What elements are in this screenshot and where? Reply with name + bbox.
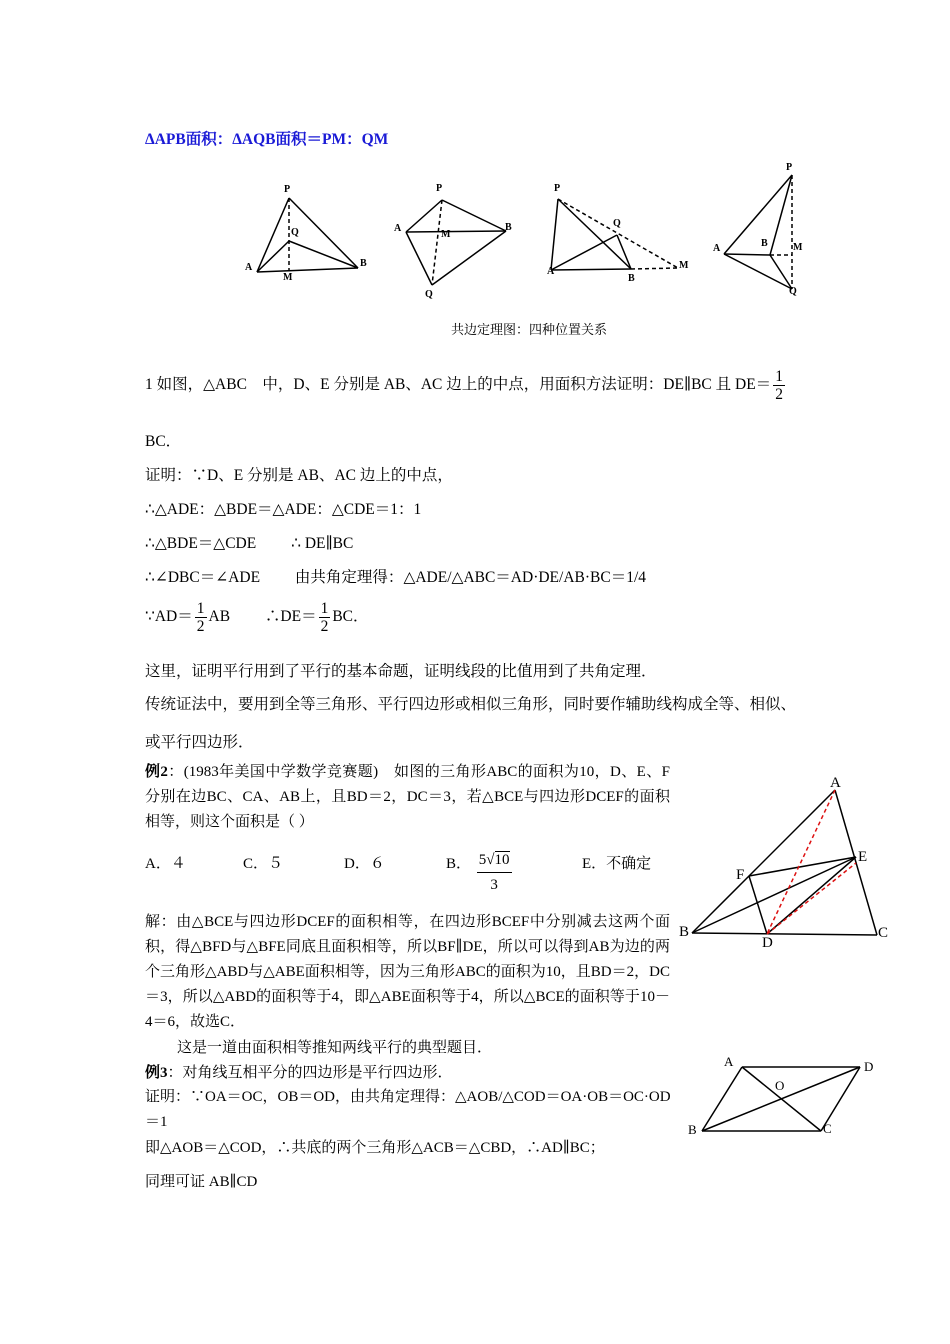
label-q: Q: [425, 289, 433, 300]
option-b-denominator: 3: [490, 877, 498, 893]
option-b-radicand: 10: [494, 852, 510, 868]
label-b: B: [360, 258, 367, 269]
example2-label: 例2: [145, 764, 168, 780]
proof-line-3: ∴△BDE＝△CDE ∴ DE∥BC: [145, 535, 354, 552]
problem1-statement: [145, 368, 787, 403]
example3-text: ：对角线互相平分的四边形是平行四边形．: [167, 1065, 453, 1081]
label-d: D: [864, 1059, 874, 1074]
figure-1a: [257, 198, 358, 272]
example3-statement: [145, 1061, 453, 1082]
option-b-fraction: [477, 848, 512, 897]
label-b: B: [505, 222, 512, 233]
label-b: B: [628, 273, 635, 284]
label-f: F: [736, 867, 745, 883]
label-p: P: [554, 183, 561, 194]
label-q: Q: [613, 218, 621, 229]
fraction-half: [195, 600, 207, 635]
fraction-half: [319, 600, 331, 635]
problem1-statement-end: BC．: [145, 433, 182, 450]
label-q: Q: [789, 286, 797, 297]
label-a: A: [713, 243, 721, 254]
parallelogram-figure: [680, 1050, 880, 1145]
option-b-coef: 5: [478, 852, 487, 868]
label-p: P: [786, 162, 793, 173]
problem1-statement-text: 1 如图，△ABC 中，D、E 分别是 AB、AC 边上的中点，用面积方法证明：DE∥BC 且 DE＝: [145, 376, 772, 394]
example2-remark: 这是一道由面积相等推知两线平行的典型题目．: [177, 1040, 493, 1056]
option-c: C．５: [243, 856, 284, 872]
note-line-2: 传统证法中，要用到全等三角形、平行四边形或相似三角形，同时要作辅助线构成全等、相似、: [145, 696, 797, 713]
fraction-half: [773, 368, 785, 403]
page-title: ΔAPB面积：ΔAQB面积＝PM：QM: [145, 131, 389, 148]
label-m: M: [793, 242, 803, 253]
figure-1b: [406, 200, 506, 285]
proof-line-4: ∴∠DBC＝∠ADE 由共角定理得：△ADE/△ABC＝AD·DE/AB·BC＝1/4: [145, 569, 647, 586]
option-b-prefix: B．: [446, 856, 472, 872]
label-b: B: [679, 924, 690, 940]
frac-num: 1: [775, 368, 783, 385]
proof-de-text: AB ∴DE＝: [208, 608, 317, 626]
figure-1-labels: [245, 162, 803, 300]
example2-text: ：(1983年美国中学数学竞赛题) 如图的三角形ABC的面积为10，D、E、F分别在边BC、CA、AB上，且BD＝2，DC＝3，若△BCE与四边形DCEF的面积相等，则这个面积是（ ）: [145, 764, 670, 830]
label-a: A: [245, 262, 253, 273]
example3-label: 例3: [145, 1065, 168, 1081]
label-b: B: [688, 1122, 697, 1137]
label-a: A: [830, 775, 841, 791]
example3-proof-1: 证明：∵OA＝OC，OB＝OD，由共角定理得：△AOB/△COD＝OA·OB＝OC·OD＝1: [145, 1089, 671, 1130]
proof-bc-text: BC．: [332, 608, 369, 626]
triangle-abc-figure: [670, 765, 910, 955]
label-c: C: [878, 925, 889, 941]
example2-statement: [145, 760, 670, 835]
figure-caption: 共边定理图：四种位置关系: [451, 322, 608, 337]
option-b-numerator: 5√10: [477, 848, 512, 873]
label-b: B: [761, 238, 768, 249]
note-line-1: 这里，证明平行用到了平行的基本命题，证明线段的比值用到了共角定理．: [145, 663, 657, 680]
proof-line-5: [145, 600, 369, 635]
label-m: M: [283, 272, 293, 283]
figure-1c: [551, 199, 678, 270]
example3-proof-3: 同理可证 AB∥CD: [145, 1174, 258, 1190]
co-side-theorem-figures: [230, 155, 830, 305]
label-p: P: [284, 184, 291, 195]
proof-ad-text: ∵AD＝: [145, 608, 193, 626]
option-d: D．６: [344, 856, 385, 872]
note-line-3: 或平行四边形．: [145, 734, 254, 751]
label-o: O: [775, 1078, 785, 1093]
label-e: E: [858, 849, 868, 865]
example2-solution: 解：由△BCE与四边形DCEF的面积相等，在四边形BCEF中分别减去这两个面积，得△BFD与△BFE同底且面积相等，所以BF∥DE，所以可以得到AB为边的两个三角形△ABD与△ABE面积相等，因为三角形ABC的面积为10，且BD＝2，DC＝3，所以△ABD的面积等于4，即△ABE面积等于4，所以△BCE的面积等于10－4＝6，故选C．: [145, 914, 670, 1030]
frac-num: 1: [196, 600, 205, 617]
frac-den: 2: [196, 618, 205, 635]
label-p: P: [436, 183, 443, 194]
label-c: C: [823, 1121, 832, 1136]
option-a: A．４: [145, 856, 186, 872]
proof-line-2: ∴△ADE：△BDE＝△ADE：△CDE＝1：1: [145, 501, 422, 518]
label-m: M: [679, 260, 689, 271]
option-e: E．不确定: [582, 856, 652, 872]
label-a: A: [394, 223, 402, 234]
label-d: D: [762, 935, 773, 951]
label-q: Q: [291, 227, 299, 238]
option-b: [446, 852, 514, 897]
frac-den: 2: [320, 618, 329, 635]
label-m: M: [441, 229, 451, 240]
frac-num: 1: [320, 600, 329, 617]
frac-den: 2: [775, 386, 783, 403]
figure-1d: [724, 175, 792, 289]
label-a: A: [724, 1054, 734, 1069]
example3-proof-2: 即△AOB＝△COD，∴共底的两个三角形△ACB＝△CBD，∴AD∥BC；: [145, 1140, 605, 1156]
label-a: A: [547, 266, 555, 277]
proof-line-1: 证明：∵D、E 分别是 AB、AC 边上的中点，: [145, 467, 453, 484]
